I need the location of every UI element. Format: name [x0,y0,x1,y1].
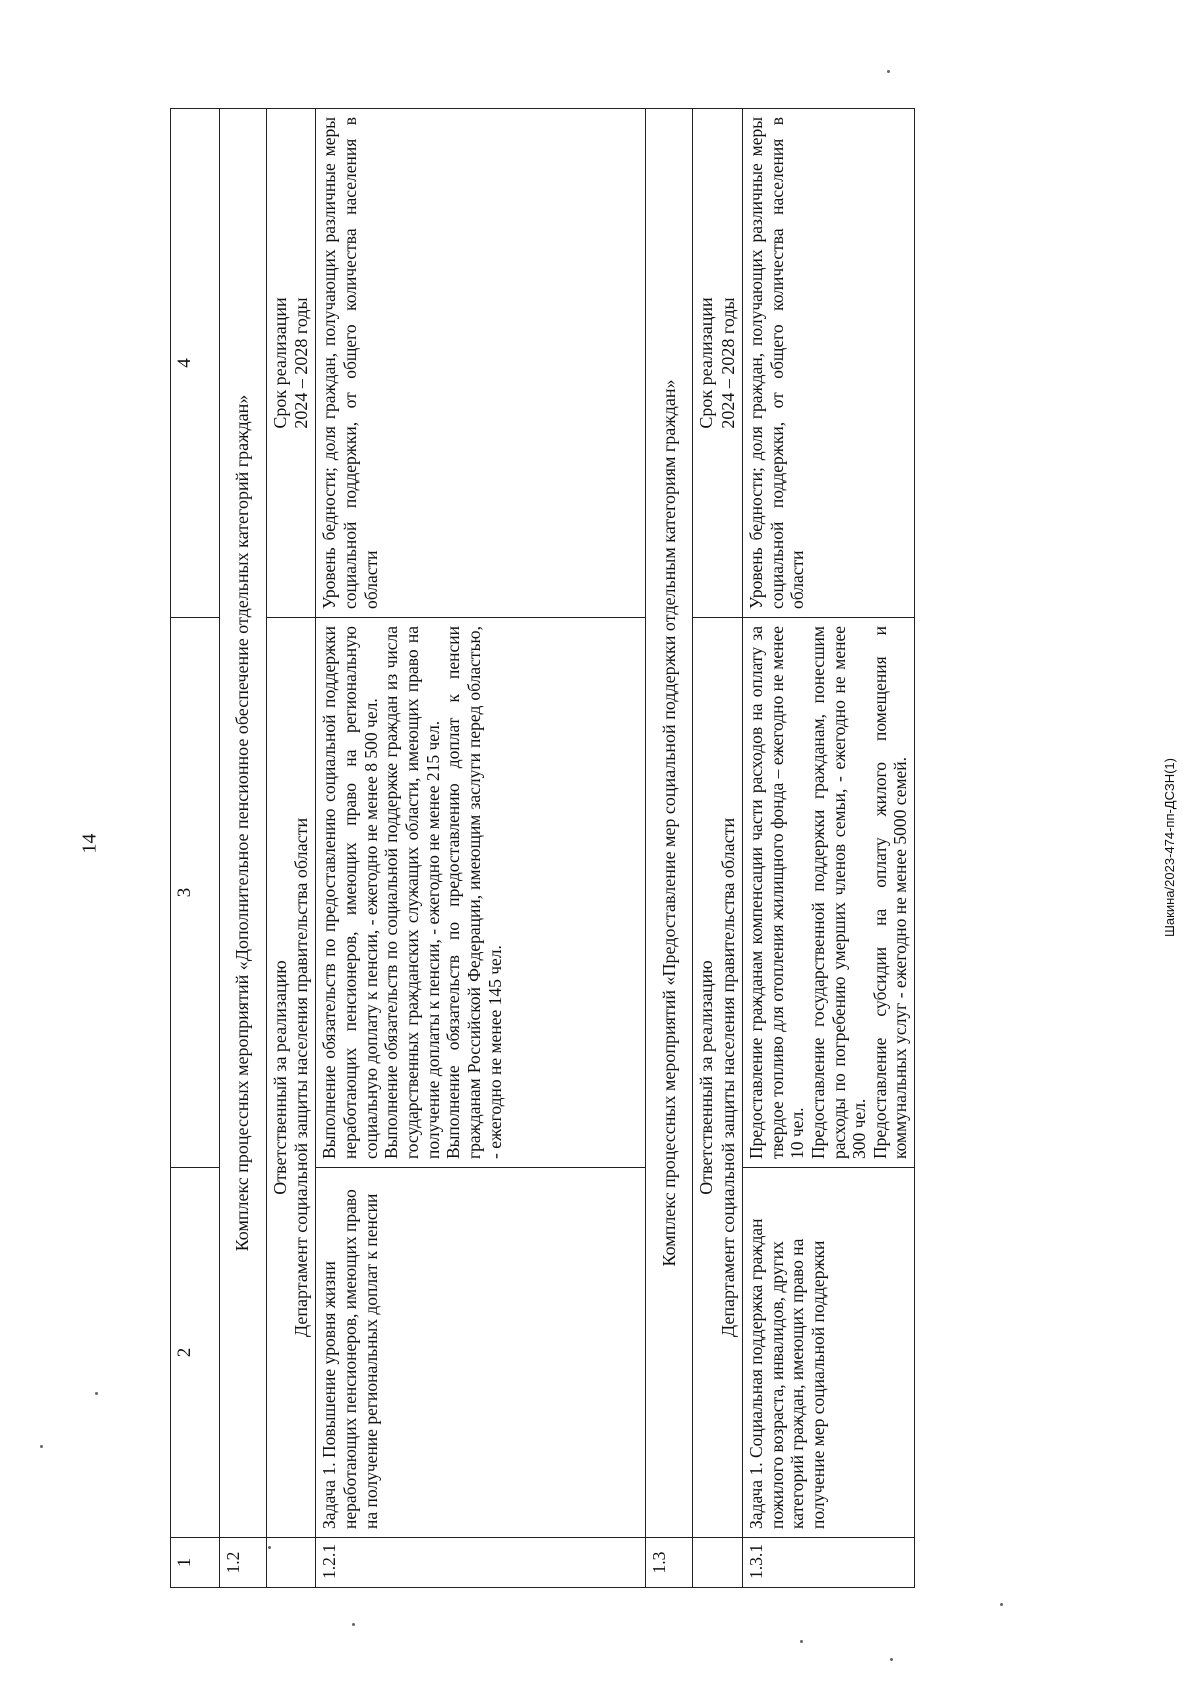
responsible-cell [267,618,316,1538]
rotated-table-sheet [170,108,990,1588]
page-number: 14 [78,833,101,854]
scan-speck [890,1658,893,1661]
section-number: 1.3 [646,1538,693,1588]
section-title: Комплекс процессных мероприятий «Предоставление мер социальной поддержки отдельным категориям граждан» [646,109,693,1538]
scan-speck [800,1640,803,1643]
scan-speck [268,1546,271,1549]
responsible-row [693,109,742,1588]
row-number: 1.3.1 [742,1538,914,1588]
program-table [170,108,915,1588]
term-label: Срок реализации [270,297,290,429]
effects-cell [742,618,914,1168]
column-header: 4 [171,109,220,618]
term-cell [267,109,316,618]
column-header: 3 [171,618,220,1168]
responsible-row [267,109,316,1588]
indicators-cell [742,109,914,618]
responsible-label: Ответственный за реализацию [696,960,717,1195]
term-cell [693,109,742,618]
section-title-row [646,109,693,1588]
effect-item: Выполнение обязательств по предоставлению доплат к пенсии гражданам Российской Федерации, имеющим заслуги перед областью, - ежегодно не менее 145 чел. [443,626,505,1159]
indicators-text: Уровень бедности; доля граждан, получающих различные меры социальной поддержки, от общего количества населения в области [319,117,381,609]
responsible-department: Департамент социальной защиты населения правительства области [291,817,312,1338]
effect-item: Выполнение обязательств по социальной поддержке граждан из числа государственных гражданских служащих области, имеющих право на получение доплаты к пенсии, - ежегодно не менее 215 чел. [381,626,443,1159]
term-value: 2024 – 2028 годы [291,297,312,429]
task-cell: Задача 1. Повышение уровня жизни неработающих пенсионеров, имеющих право на получение региональных доплат к пенсии [316,1168,646,1538]
row-number: 1.2.1 [316,1538,646,1588]
scan-speck [887,70,890,73]
effect-item: Предоставление субсидии на оплату жилого помещения и коммунальных услуг - ежегодно не менее 5000 семей. [869,626,911,1159]
effect-item: Предоставление государственной поддержки гражданам, понесшим расходы по погребению умерших членов семьи, - ежегодно не менее 300 чел. [807,626,870,1159]
scan-speck [1000,1603,1003,1606]
effects-cell [316,618,646,1168]
indicators-text: Уровень бедности; доля граждан, получающих различные меры социальной поддержки, от общего количества населения в области [745,117,808,609]
effect-item: Предоставление гражданам компенсации части расходов на оплату за твердое топливо для отопления жилищного фонда – ежегодно не менее 10 чел. [745,626,808,1159]
responsible-cell [693,618,742,1538]
effect-item: Выполнение обязательств по предоставлению социальной поддержки неработающих пенсионеров, имеющих право на региональную социальную доплату к пенсии, - ежегодно не менее 8 500 чел. [319,626,381,1159]
section-title: Комплекс процессных мероприятий «Дополнительное пенсионное обеспечение отдельных категорий граждан» [220,109,267,1538]
column-number-row [171,109,220,1588]
table-row [316,109,646,1588]
document-id: Шакина/2023-474-пп-ДСЗН(1) [1161,758,1177,937]
indicators-cell [316,109,646,618]
task-cell: Задача 1. Социальная поддержка граждан пожилого возраста, инвалидов, других категорий граждан, имеющих право на получение мер социальной поддержки [742,1168,914,1538]
column-header: 1 [171,1538,220,1588]
table-row [742,109,914,1588]
term-label: Срок реализации [696,297,717,429]
scan-speck [40,1445,43,1448]
scan-speck [352,1623,355,1626]
section-title-row [220,109,267,1588]
term-value: 2024 – 2028 годы [717,297,738,429]
column-header: 2 [171,1168,220,1538]
responsible-label: Ответственный за реализацию [270,960,290,1195]
responsible-department: Департамент социальной защиты населения правительства области [717,817,738,1338]
scan-speck [95,1392,98,1395]
section-number: 1.2 [220,1538,267,1588]
